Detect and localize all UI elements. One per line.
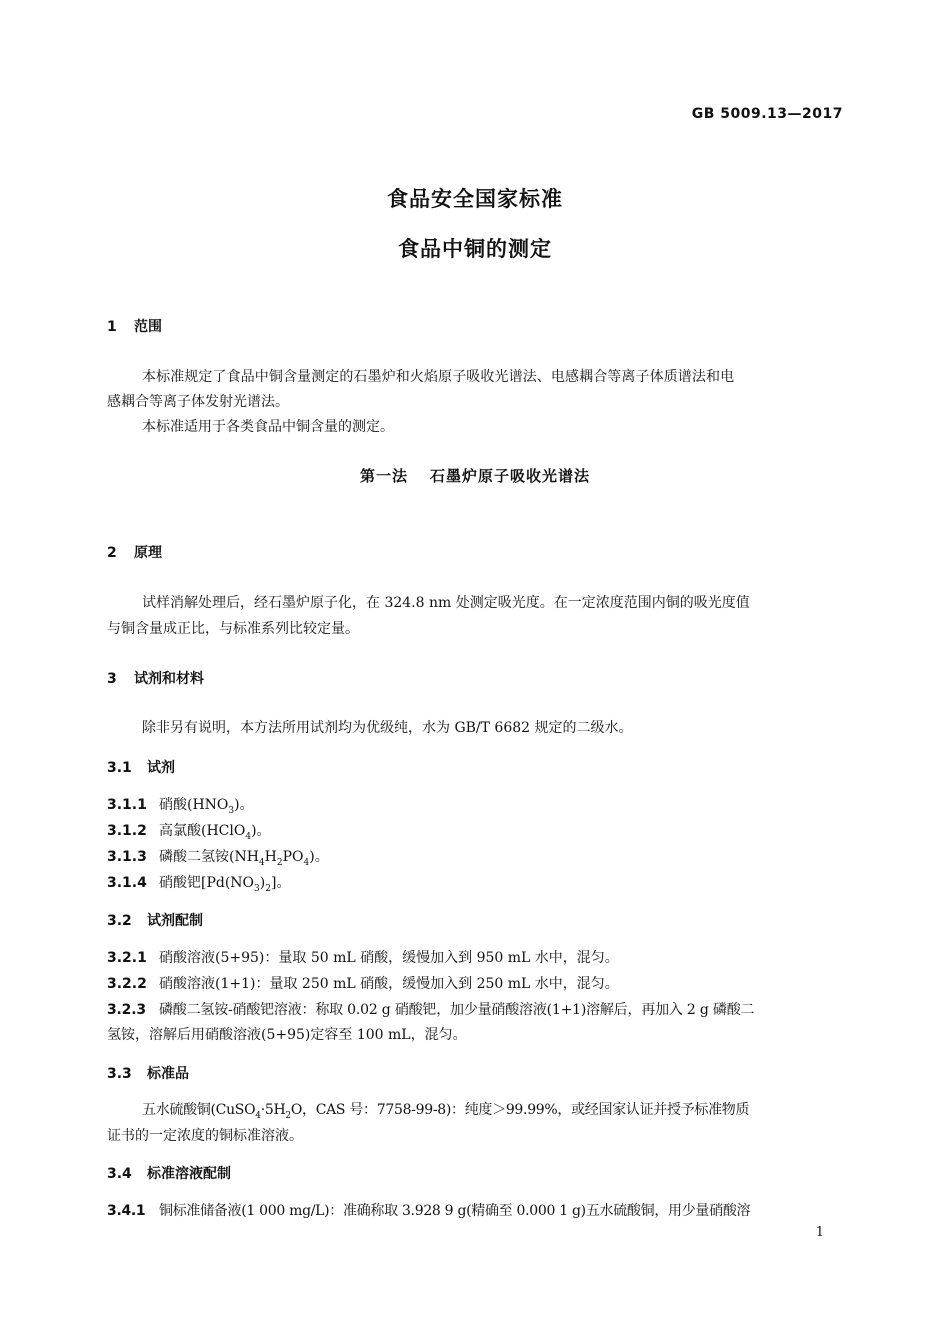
section-heading-2	[107, 542, 162, 562]
item-text: )。	[309, 849, 329, 865]
item-number: 3.2.3	[107, 1002, 146, 1018]
subsection-heading-3-4	[107, 1163, 231, 1183]
subscript: 2	[265, 883, 271, 894]
subsection-heading-3-3	[107, 1063, 189, 1083]
item-text: H	[264, 849, 277, 865]
paragraph-line: 试样消解处理后，经石墨炉原子化，在 324.8 nm 处测定吸光度。在一定浓度范围内铜的吸光度值	[142, 595, 750, 611]
section-title: 原理	[134, 545, 162, 561]
method-heading	[0, 465, 950, 486]
list-item	[107, 1200, 750, 1220]
subscript: 3	[228, 805, 235, 816]
list-item	[107, 846, 329, 868]
section-heading-1	[107, 316, 162, 336]
paragraph-line: 与铜含量成正比，与标准系列比较定量。	[107, 621, 359, 637]
paragraph-line: 本标准规定了食品中铜含量测定的石墨炉和火焰原子吸收光谱法、电感耦合等离子体质谱法和电	[142, 369, 735, 385]
section-number: 1	[107, 319, 117, 335]
item-number: 3.1.2	[107, 823, 147, 839]
document-subtitle: 食品中铜的测定	[398, 237, 552, 261]
section-title: 标准溶液配制	[147, 1166, 231, 1182]
list-item	[107, 999, 754, 1019]
item-number: 3.1.3	[107, 849, 147, 865]
section-title: 标准品	[147, 1066, 189, 1082]
subsection-heading-3-2	[107, 910, 203, 930]
item-text: 磷酸二氢铵(NH	[159, 849, 259, 865]
list-item	[107, 973, 619, 993]
item-text: )。	[234, 797, 254, 813]
section-number: 3.3	[107, 1066, 132, 1082]
list-item	[107, 794, 254, 816]
subsection-heading-3-1	[107, 757, 175, 777]
text-run: O，CAS 号：7758-99-8)：纯度＞99.99%，或经国家认证并授予标准物质	[290, 1102, 750, 1118]
item-text: 硝酸钯[Pd(NO	[159, 875, 255, 891]
section-heading-3	[107, 668, 204, 688]
list-item	[107, 872, 290, 894]
list-item	[107, 820, 271, 842]
item-text: )	[259, 875, 266, 891]
section-number: 2	[107, 545, 117, 561]
document-title: 食品安全国家标准	[387, 187, 563, 211]
method-label: 第一法	[359, 467, 408, 485]
item-text: ]。	[270, 875, 291, 891]
item-text: 铜标准储备液(1 000 mg/L)：准确称取 3.928 9 g(精确至 0.000 1 g)五水硫酸铜，用少量硝酸溶	[159, 1203, 751, 1219]
item-text: 硝酸溶液(5+95)：量取 50 mL 硝酸，缓慢加入到 950 mL 水中，混匀。	[159, 950, 619, 966]
page-number: 1	[815, 1225, 824, 1240]
item-text: PO	[282, 849, 304, 865]
section-number: 3	[107, 671, 117, 687]
subscript: 4	[245, 831, 252, 842]
text-run: 五水硫酸铜(CuSO	[142, 1102, 256, 1118]
subscript: 4	[303, 857, 310, 868]
item-text: 磷酸二氢铵-硝酸钯溶液：称取 0.02 g 硝酸钯，加少量硝酸溶液(1+1)溶解后，再加入 2 g 磷酸二	[159, 1002, 755, 1018]
subscript: 4	[258, 857, 265, 868]
subscript: 3	[254, 883, 260, 894]
item-text: )。	[251, 823, 271, 839]
section-title: 范围	[134, 319, 162, 335]
item-text: 硝酸溶液(1+1)：量取 250 mL 硝酸，缓慢加入到 250 mL 水中，混匀。	[159, 976, 619, 992]
item-number: 3.1.4	[107, 875, 147, 891]
paragraph-line: 证书的一定浓度的铜标准溶液。	[107, 1128, 303, 1144]
section-title: 试剂和材料	[134, 671, 204, 687]
item-number: 3.4.1	[107, 1203, 146, 1219]
section-number: 3.2	[107, 913, 132, 929]
paragraph-line: 本标准适用于各类食品中铜含量的测定。	[142, 419, 394, 435]
item-number: 3.1.1	[107, 797, 147, 813]
item-number: 3.2.2	[107, 976, 147, 992]
subscript: 2	[285, 1110, 291, 1121]
subscript: 2	[276, 857, 283, 868]
method-name: 石墨炉原子吸收光谱法	[430, 467, 591, 485]
text-run: ·5H	[260, 1102, 286, 1118]
section-title: 试剂	[147, 760, 175, 776]
list-item	[107, 947, 619, 967]
section-number: 3.4	[107, 1166, 132, 1182]
item-number: 3.2.1	[107, 950, 147, 966]
standard-number: GB 5009.13—2017	[691, 106, 843, 122]
paragraph-line: 氢铵，溶解后用硝酸溶液(5+95)定容至 100 mL，混匀。	[107, 1027, 467, 1043]
paragraph-line: 感耦合等离子体发射光谱法。	[107, 394, 289, 410]
item-text: 硝酸(HNO	[159, 797, 229, 813]
section-title: 试剂配制	[147, 913, 203, 929]
paragraph-line: 除非另有说明，本方法所用试剂均为优级纯，水为 GB/T 6682 规定的二级水。	[142, 720, 633, 736]
paragraph-line	[142, 1099, 749, 1121]
section-number: 3.1	[107, 760, 132, 776]
subscript: 4	[255, 1110, 261, 1121]
item-text: 高氯酸(HClO	[159, 823, 246, 839]
